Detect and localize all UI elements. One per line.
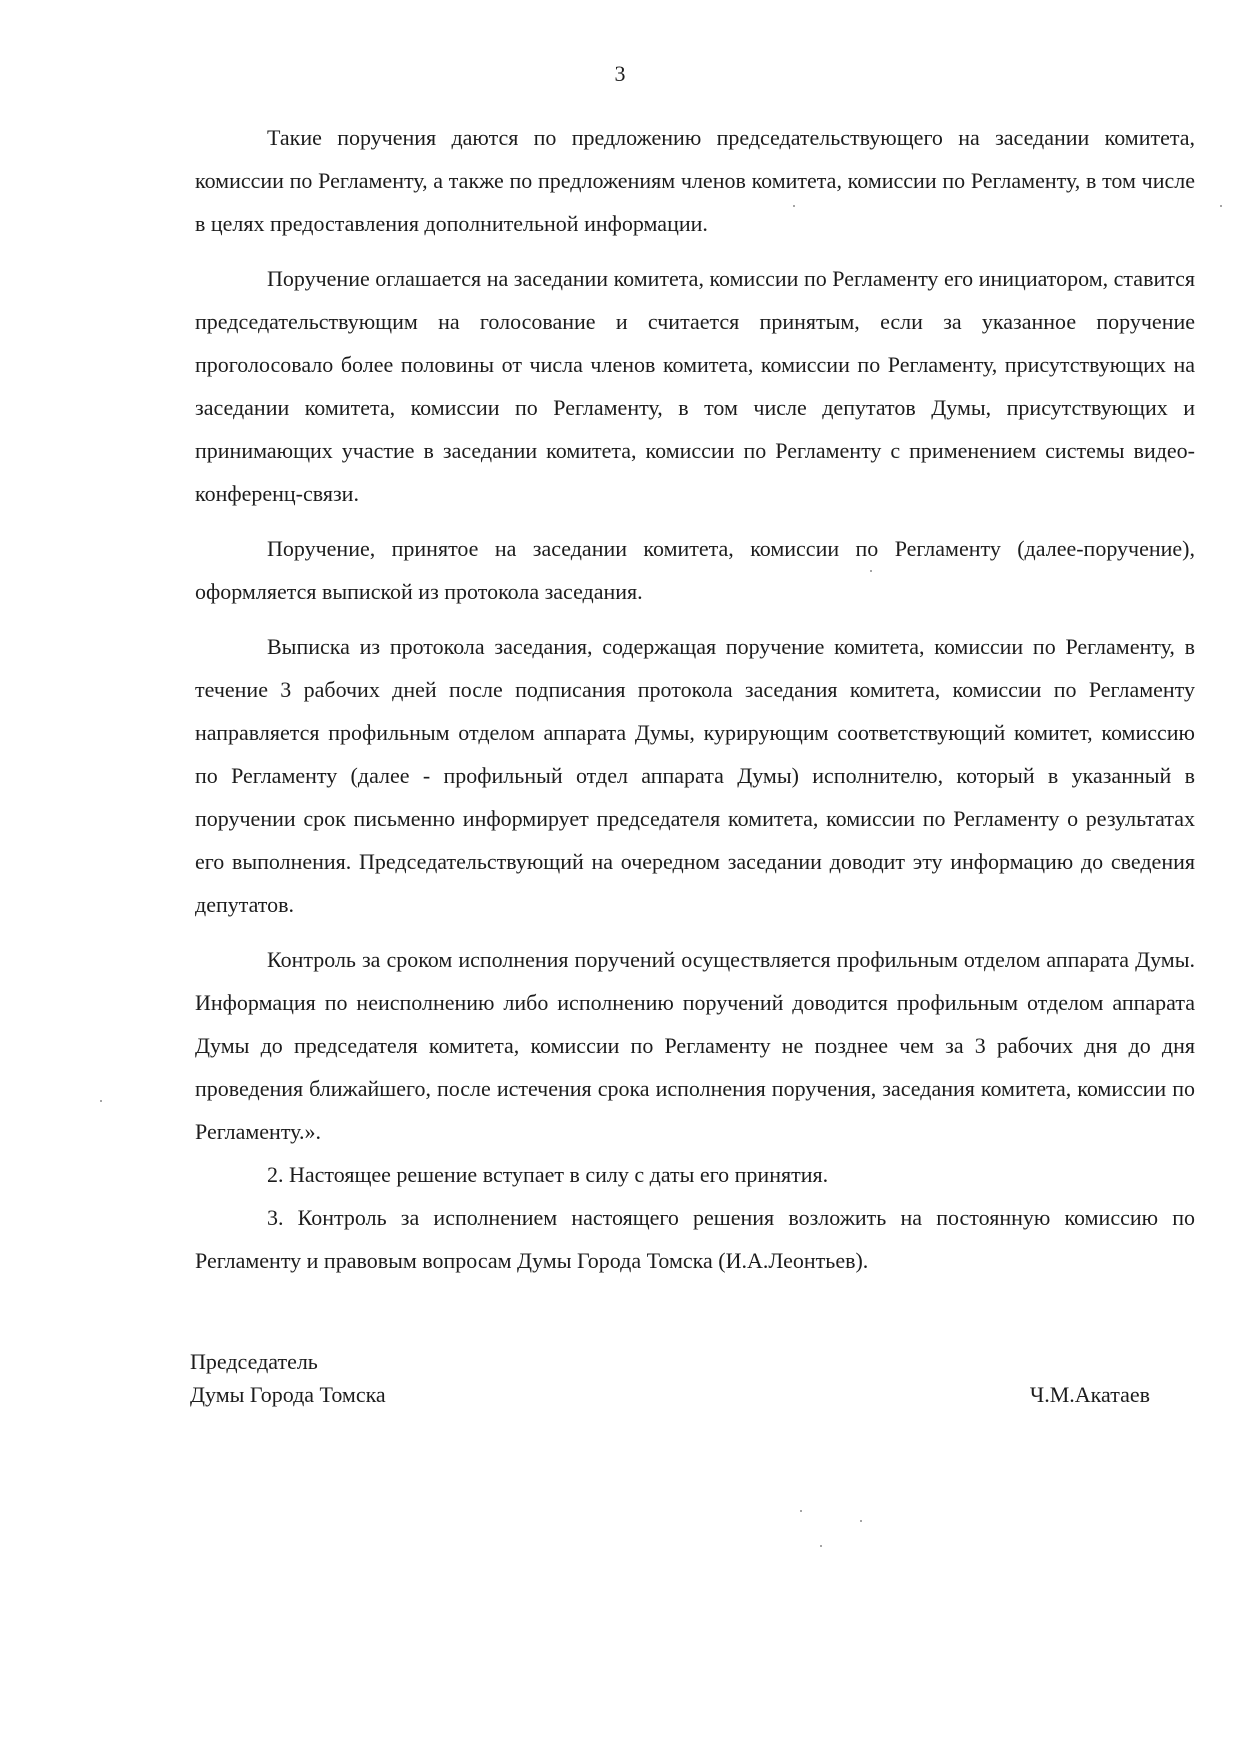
signatory-name: Ч.М.Акатаев (1029, 1382, 1150, 1407)
paragraph-instruction-voting: Поручение оглашается на заседании комитета, комиссии по Регламенту его инициатором, ставится председательствующим на голосование и считается принятым, если за указанное поручение проголосовало более половины от числа членов комитета, комиссии по Регламенту, присутствующих на заседании комитета, комиссии по Регламенту, в том числе депутатов Думы, присутствующих и принимающих участие в заседании комитета, комиссии по Регламенту с применением системы видео-конференц-связи. (195, 266, 1195, 506)
signatory-title-line1: Председатель (190, 1349, 318, 1374)
scan-speck (1220, 205, 1222, 207)
paragraph-effective-date: 2. Настоящее решение вступает в силу с даты его принятия. (267, 1162, 829, 1187)
page-number: 3 (614, 61, 626, 86)
scan-speck (870, 570, 872, 572)
paragraph-control-deadlines: Контроль за сроком исполнения поручений осуществляется профильным отделом аппарата Думы. Информация по неисполнению либо исполнению поручений доводится профильным отделом аппарата Думы до председателя комитета, комиссии по Регламенту не позднее чем за 3 рабочих дня до дня проведения ближайшего, после истечения срока исполнения поручения, заседания комитета, комиссии по Регламенту.». (195, 947, 1195, 1144)
scan-speck (100, 1100, 102, 1102)
scan-speck (800, 1510, 802, 1512)
signatory-title (190, 1345, 386, 1411)
scan-speck (793, 205, 795, 207)
signatory-title-line2: Думы Города Томска (190, 1382, 386, 1407)
scan-speck (860, 1520, 862, 1522)
scan-speck (820, 1545, 822, 1547)
paragraph-instructions-proposal: Такие поручения даются по предложению председательствующего на заседании комитета, комиссии по Регламенту, а также по предложениям членов комитета, комиссии по Регламенту, в том числе в целях предоставления дополнительной информации. (195, 125, 1195, 236)
document-body (195, 116, 1195, 1294)
paragraph-extract-procedure: Выписка из протокола заседания, содержащая поручение комитета, комиссии по Регламенту, в течение 3 рабочих дней после подписания протокола заседания комитета, комиссии по Регламенту направляется профильным отделом аппарата Думы, курирующим соответствующий комитет, комиссию по Регламенту (далее - профильный отдел аппарата Думы) исполнителю, который в указанный в поручении срок письменно информирует председателя комитета, комиссии по Регламенту о результатах его выполнения. Председательствующий на очередном заседании доводит эту информацию до сведения депутатов. (195, 634, 1195, 917)
paragraph-execution-control: 3. Контроль за исполнением настоящего решения возложить на постоянную комиссию по Регламенту и правовым вопросам Думы Города Томска (И.А.Леонтьев). (195, 1205, 1195, 1273)
paragraph-instruction-extract: Поручение, принятое на заседании комитета, комиссии по Регламенту (далее-поручение), оформляется выпиской из протокола заседания. (195, 536, 1195, 604)
